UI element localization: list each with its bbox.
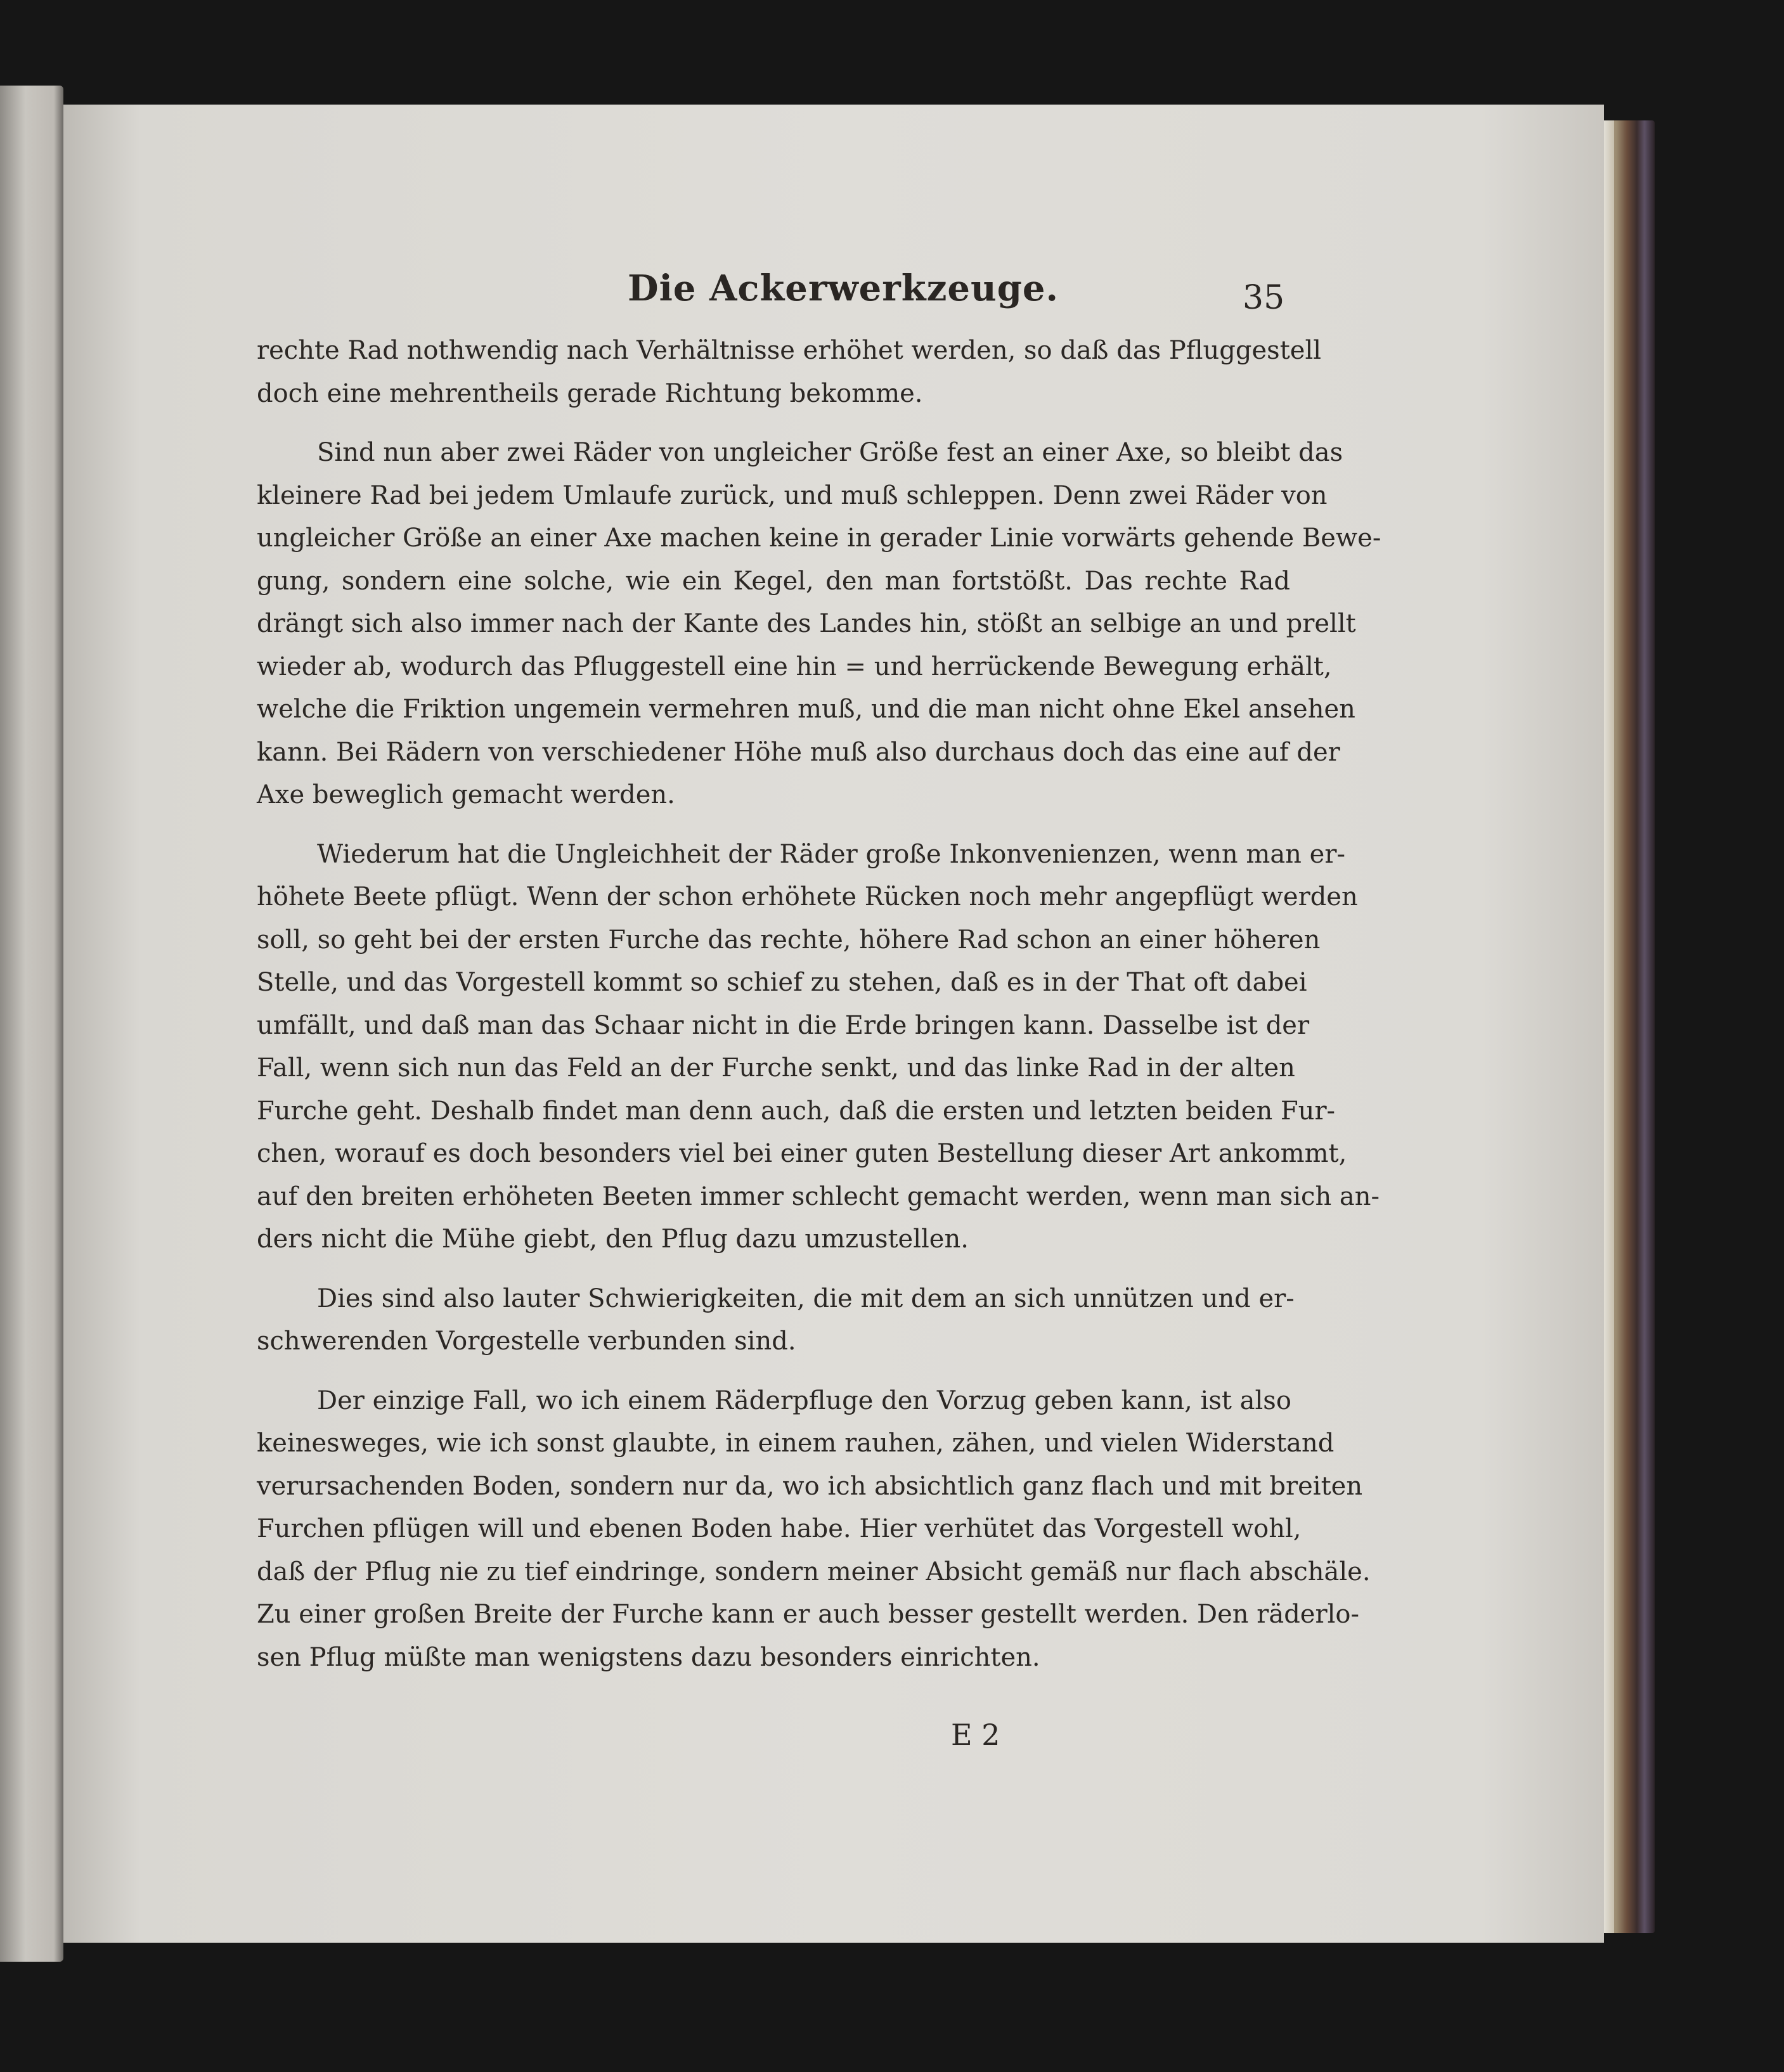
page-number: 35 <box>1243 279 1285 317</box>
text-line: doch eine mehrentheils gerade Richtung bekomme. <box>257 378 923 408</box>
paragraph-gap <box>257 1261 1290 1278</box>
paragraph <box>257 432 1381 817</box>
paragraph <box>257 833 1380 1261</box>
paragraph-gap <box>257 1363 1290 1380</box>
text-line: rechte Rad nothwendig nach Verhältnisse erhöhet werden, so daß das Pfluggestell <box>257 336 1322 365</box>
text-line: ders nicht die Mühe giebt, den Pflug dazu umzustellen. <box>257 1225 969 1254</box>
text-line: welche die Friktion ungemein vermehren muß, und die man nicht ohne Ekel ansehen <box>257 695 1355 724</box>
text-line: Zu einer großen Breite der Furche kann er auch besser gestellt werden. Den räderlo- <box>257 1600 1359 1629</box>
running-title: Die Ackerwerkzeuge. <box>628 267 1059 309</box>
book-fore-edge <box>1604 120 1655 1933</box>
text-line: Sind nun aber zwei Räder von ungleicher Größe fest an einer Axe, so bleibt das <box>317 438 1343 467</box>
text-line: ungleicher Größe an einer Axe machen keine in gerader Linie vorwärts gehende Bewe- <box>257 524 1381 553</box>
text-line: sen Pflug müßte man wenigstens dazu besonders einrichten. <box>257 1642 1040 1672</box>
paragraph <box>257 1278 1295 1363</box>
text-line: daß der Pflug nie zu tief eindringe, sondern meiner Absicht gemäß nur flach abschäle. <box>257 1557 1371 1586</box>
text-line: Wiederum hat die Ungleichheit der Räder große Inkonvenienzen, wenn man er- <box>317 839 1345 869</box>
text-line: Furche geht. Deshalb findet man denn auch, daß die ersten und letzten beiden Fur- <box>257 1096 1336 1126</box>
signature-mark: E 2 <box>951 1718 1000 1752</box>
paragraph-gap <box>257 817 1290 833</box>
text-line: Dies sind also lauter Schwierigkeiten, die mit dem an sich unnützen und er- <box>317 1284 1295 1313</box>
paragraph <box>257 1380 1371 1680</box>
page-header <box>0 267 1784 325</box>
text-line: gung, sondern eine solche, wie ein Kegel, den man fortstößt. Das rechte Rad <box>257 566 1290 596</box>
text-line: höhete Beete pflügt. Wenn der schon erhöhete Rücken noch mehr angepflügt werden <box>257 882 1358 911</box>
text-line: Furchen pflügen will und ebenen Boden habe. Hier verhütet das Vorgestell wohl, <box>257 1514 1302 1543</box>
text-line: soll, so geht bei der ersten Furche das rechte, höhere Rad schon an einer höheren <box>257 925 1321 955</box>
text-line: verursachenden Boden, sondern nur da, wo ich absichtlich ganz flach und mit breiten <box>257 1471 1363 1501</box>
text-line: drängt sich also immer nach der Kante des Landes hin, stößt an selbige an und prellt <box>257 609 1356 638</box>
body-text <box>257 330 1381 1679</box>
paragraph-gap <box>257 415 1290 432</box>
text-line: schwerenden Vorgestelle verbunden sind. <box>257 1327 796 1356</box>
left-page-edge <box>0 86 63 1962</box>
text-line: Der einzige Fall, wo ich einem Räderpfluge den Vorzug geben kann, ist also <box>317 1386 1291 1415</box>
text-line: kleinere Rad bei jedem Umlaufe zurück, und muß schleppen. Denn zwei Räder von <box>257 480 1328 510</box>
text-line: kann. Bei Rädern von verschiedener Höhe muß also durchaus doch das eine auf der <box>257 737 1340 767</box>
text-line: Fall, wenn sich nun das Feld an der Furche senkt, und das linke Rad in der alten <box>257 1053 1295 1083</box>
text-line: umfällt, und daß man das Schaar nicht in die Erde bringen kann. Dasselbe ist der <box>257 1010 1310 1040</box>
text-line: keinesweges, wie ich sonst glaubte, in einem rauhen, zähen, und vielen Widerstand <box>257 1429 1335 1458</box>
text-line: auf den breiten erhöheten Beeten immer schlecht gemacht werden, wenn man sich an- <box>257 1181 1380 1211</box>
text-line: Stelle, und das Vorgestell kommt so schief zu stehen, daß es in der That oft dabei <box>257 968 1307 997</box>
text-line: chen, worauf es doch besonders viel bei einer guten Bestellung dieser Art ankommt, <box>257 1139 1347 1168</box>
paragraph <box>257 330 1322 415</box>
text-line: wieder ab, wodurch das Pfluggestell eine hin = und herrückende Bewegung erhält, <box>257 652 1332 681</box>
text-line: Axe beweglich gemacht werden. <box>257 780 675 809</box>
